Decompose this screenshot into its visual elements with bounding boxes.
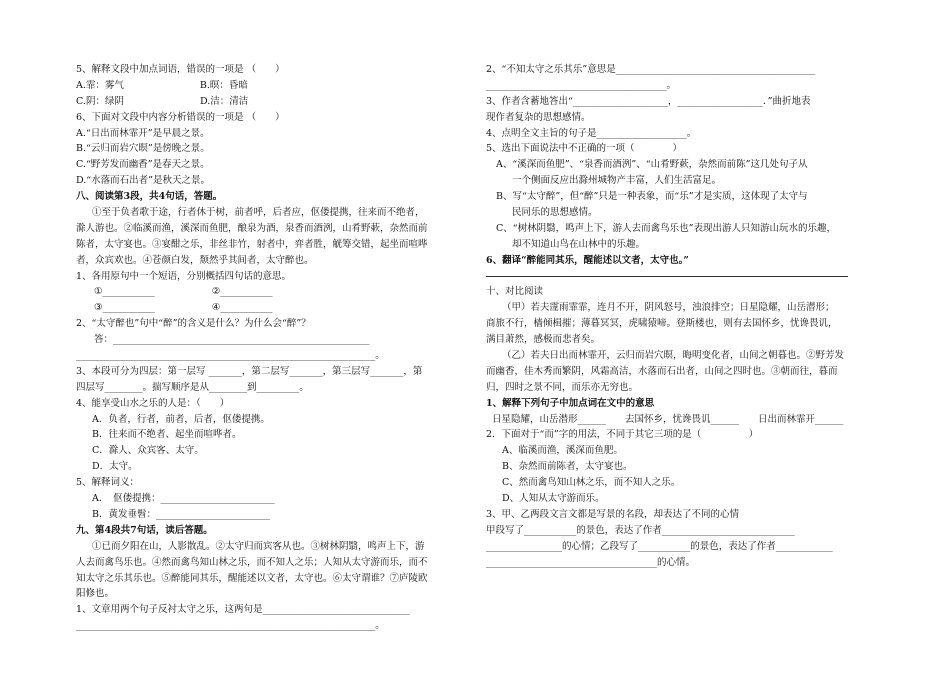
- text-line: 3、作者含蓄地答出“____________________，__________________．”曲折地表: [486, 95, 811, 107]
- text-line: C．滁人、众宾客、太守。: [92, 445, 204, 457]
- left-column: [76, 62, 461, 634]
- text-line: D.“水落而石出者”是秋天之景。: [76, 175, 211, 187]
- text-line: C.“野芳发而幽香”是春天之景。: [76, 159, 210, 171]
- text-line: A.“日出而林霏开”是早晨之景。: [76, 127, 210, 139]
- text-line: A．负者，行者，前者，后者，伛偻提携。: [92, 413, 270, 425]
- text-line: 1、解释下列句子中加点词在文中的意思: [486, 397, 655, 409]
- text-line: 阳修也。: [76, 588, 115, 600]
- text-line: 民同乐的思想感情。: [512, 207, 598, 219]
- text-line: C.阴：绿阴 D.洁：清洁: [76, 95, 249, 107]
- text-line: _______________________________________________________________。: [76, 350, 385, 362]
- text-line: B．往来而不绝者、起坐而喧哗者。: [92, 429, 242, 441]
- text-line: （甲）若夫霪雨霏霏，连月不开，阴风怒号，浊浪排空；日星隐耀，山岳潜形；: [502, 302, 835, 314]
- text-line: 归，四时之景不同，而乐亦无穷也。: [486, 381, 639, 393]
- text-line: C、然而禽鸟知山林之乐，而不知人之乐。: [502, 477, 681, 489]
- text-line: A.霏：雾气 B.暝：昏暗: [76, 79, 248, 91]
- text-line: 2、“不知太守之乐其乐”意思是__________________________________________: [486, 64, 816, 75]
- text-line: 四层写________。揣写顺序是从________到_________。: [76, 381, 309, 393]
- text-line: 3、本段可分为四层：第一层写 _______，第二层写_______，第三层写_______，第: [76, 365, 423, 377]
- text-line: 4、点明全文主旨的句子是___________________。: [486, 127, 697, 139]
- text-line: 十、对比阅读: [486, 286, 544, 298]
- text-line: ______________________________________。: [486, 79, 677, 91]
- text-line: ③___________ ④___________: [94, 302, 273, 314]
- text-line: 甲段写了___________的景色，表达了作者____________________________: [486, 524, 795, 536]
- text-line: ①至于负者歌于途，行者休于树，前者呼，后者应，伛偻提携，往来而不绝者，: [92, 207, 425, 219]
- text-line: 日星隐耀，山岳潜形______ 去国怀乡，忧谗畏讥______ 日出而林霏开______: [492, 413, 844, 425]
- text-line: 人去而禽鸟乐也。④然而禽鸟知山林之乐，而不知人之乐；人知从太守游而乐，而不: [76, 556, 428, 568]
- text-line: 5、解释词义：: [76, 477, 140, 489]
- text-line: ①已而夕阳在山，人影散乱。②太守归而宾客从也。③树林阴翳，鸣声上下，游: [92, 540, 425, 552]
- text-line: 八、阅读第3段，共4句话，答题。: [76, 191, 223, 203]
- text-line: D．太守。: [92, 461, 138, 473]
- text-line: 3、甲、乙两段文言文都是写景的名段，却表达了不同的心情: [486, 508, 740, 520]
- text-line: 1、各用原句中一个短语，分别概括四句话的意思。: [76, 270, 292, 282]
- right-column: [486, 62, 866, 571]
- text-line: 知太守之乐其乐也。⑤醉能同其乐，醒能述以文者，太守也。⑥太守谓谁？⑦庐陵欧: [76, 572, 428, 584]
- text-line: 一个侧面反应出滁州城物产丰富，人们生活富足。: [512, 175, 722, 187]
- text-line: ____________________________________的心情。: [486, 556, 696, 568]
- text-line: 陈者，太守宴也。③宴酣之乐，非丝非竹，射者中，弈者胜，觥筹交错，起坐而喧哗: [76, 238, 428, 250]
- text-line: （乙）若夫日出而林霏开，云归而岩穴暝，晦明变化者，山间之朝暮也。②野芳发: [502, 350, 845, 362]
- text-line: 滁人游也。②临溪而渔，溪深而鱼肥，酿泉为酒，泉香而酒洌，山肴野蔌，杂然而前: [76, 222, 428, 234]
- text-line: 1、文章用两个句子反衬太守之乐，这两句是_______________________________: [76, 604, 410, 616]
- text-line: 5、选出下面说法中不正确的一项（ ）: [486, 143, 683, 155]
- text-line: 2、“太守醉也”句中“醉”的含义是什么？为什么会“醉”？: [76, 318, 311, 330]
- text-line: 商旅不行，樯倾楫摧；薄暮冥冥，虎啸猿啼。登斯楼也，则有去国怀乡，忧谗畏讥，: [486, 318, 838, 330]
- text-line: 6、翻译“醉能同其乐，醒能述以文者，太守也。”: [486, 254, 689, 266]
- text-line: 满目萧然，感极而悲者矣。: [486, 334, 601, 346]
- text-line: 者，众宾欢也。④苍颜白发，颓然乎其间者，太守醉也。: [76, 254, 314, 266]
- text-line: A、临溪而渔，溪深而鱼肥。: [502, 445, 623, 457]
- text-line: _______________________________________________________________。: [76, 620, 385, 632]
- text-line: 6、下面对文段中内容分析错误的一项是 （ ）: [76, 111, 285, 123]
- text-line: B．黄发垂髫：________________________: [92, 508, 270, 520]
- text-line: B.“云归而岩穴暝”是傍晚之景。: [76, 143, 210, 155]
- text-line: 而幽香，佳木秀而繁阴，风霜高洁，水落而石出者，山间之四时也。③朝而往，暮而: [486, 365, 838, 377]
- answer-line-translation: [486, 276, 848, 277]
- text-line: ________________的心情；乙段写了___________的景色，表达了作者____________: [486, 540, 833, 552]
- text-line: 九、第4段共7句话，读后答题。: [76, 524, 213, 536]
- text-line: A． 伛偻提携：________________________: [92, 493, 275, 505]
- text-line: B、杂然而前陈者，太守宴也。: [502, 461, 633, 473]
- text-line: 现作者复杂的思想感情。: [486, 111, 591, 123]
- text-line: ①___________ ②___________: [94, 286, 273, 298]
- text-line: 5、解释文段中加点词语，错误的一项是 （ ）: [76, 64, 285, 75]
- text-line: 却不知道山鸟在山林中的乐趣。: [512, 238, 646, 250]
- text-line: C、“树林阴翳，鸣声上下，游人去而禽鸟乐也”表现出游人只知游山玩水的乐趣，: [496, 222, 836, 234]
- text-line: 2．下面对于“而”字的用法，不同于其它三项的是（ ）: [486, 429, 759, 441]
- text-line: B、写“太守醉”，但“醉”只是一种表象，而“乐”才是实质，这体现了太守与: [496, 191, 808, 203]
- text-line: A、“溪深而鱼肥”、“泉香而酒洌”、“山肴野蔌，杂然而前陈”这几处句子从: [496, 159, 808, 171]
- text-line: 4、能享受山水之乐的人是：（ ）: [76, 397, 230, 409]
- text-line: 答：______________________________________________________: [94, 334, 370, 346]
- text-line: D、人知从太守游而乐。: [502, 493, 605, 505]
